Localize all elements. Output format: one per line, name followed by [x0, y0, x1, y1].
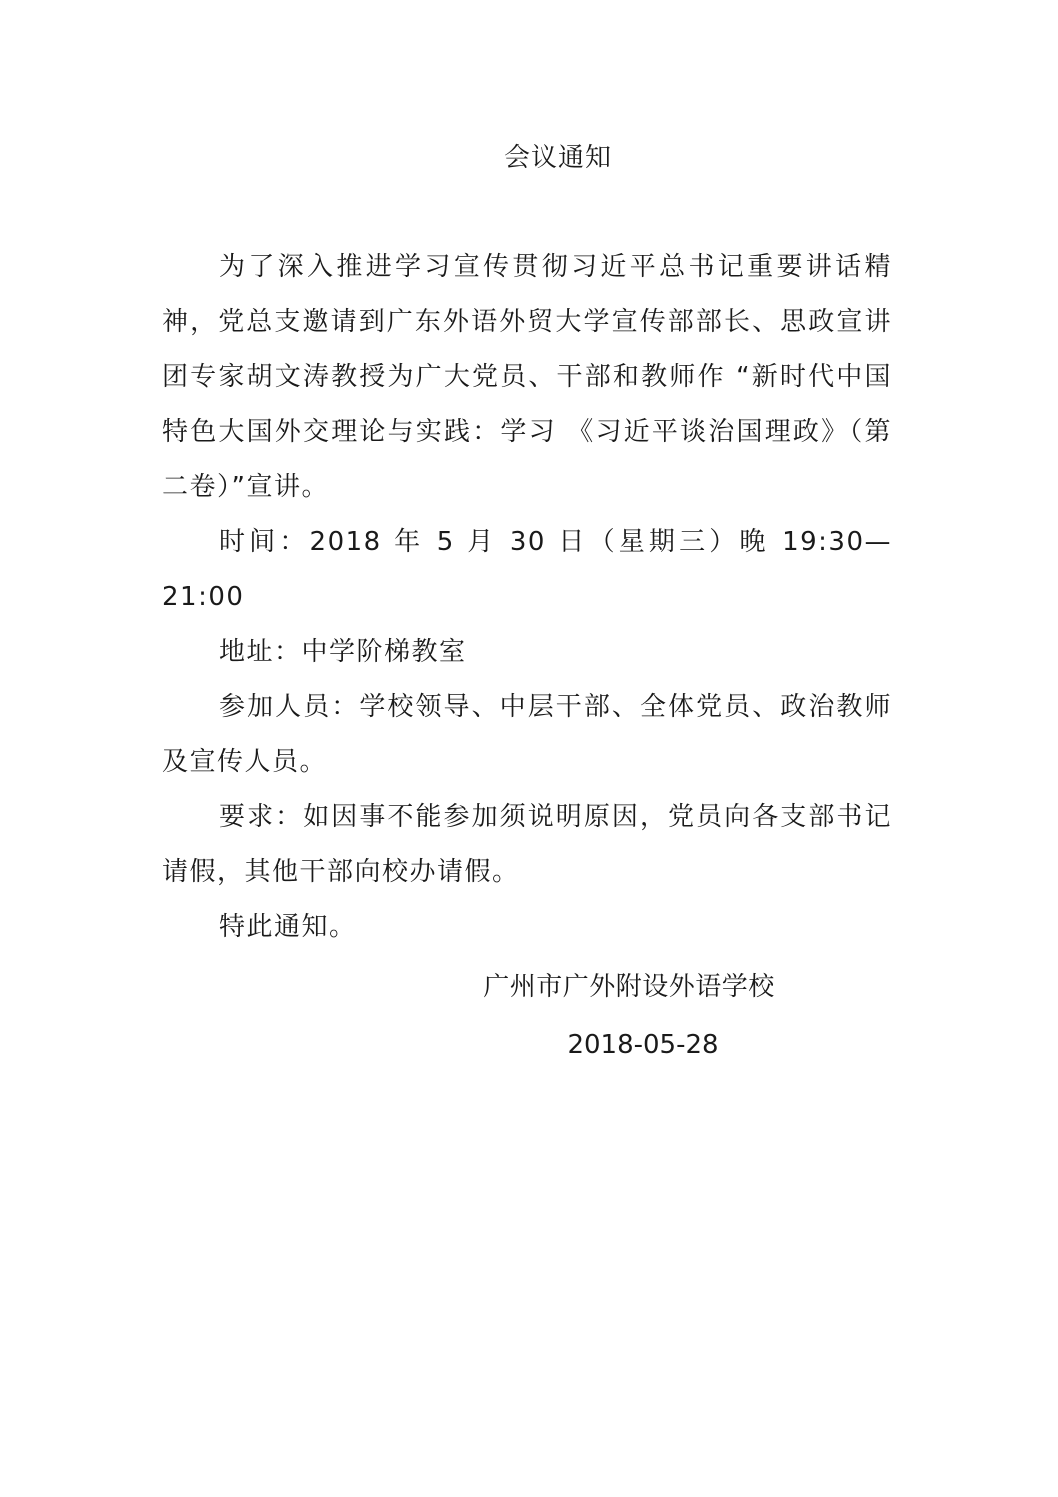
document-title: 会议通知	[503, 143, 612, 173]
signature-date: 2018-05-28	[567, 1030, 719, 1060]
closing-paragraph: 特此通知。	[219, 912, 357, 942]
signature-block	[400, 958, 830, 1074]
time-paragraph: 时间：2018 年 5 月 30 日（星期三）晚 19:30—21:00	[162, 527, 892, 612]
document-body	[162, 240, 892, 955]
location-paragraph: 地址：中学阶梯教室	[219, 637, 467, 667]
signature-organization: 广州市广外附设外语学校	[483, 972, 775, 1002]
attendees-paragraph: 参加人员：学校领导、中层干部、全体党员、政治教师及宣传人员。	[162, 692, 892, 777]
requirements-paragraph: 要求：如因事不能参加须说明原因，党员向各支部书记请假，其他干部向校办请假。	[162, 802, 892, 887]
intro-paragraph: 为了深入推进学习宣传贯彻习近平总书记重要讲话精神，党总支邀请到广东外语外贸大学宣传部部长、思政宣讲团专家胡文涛教授为广大党员、干部和教师作 “新时代中国特色大国外交理论与实践：学习 《习近平谈治国理政》（第二卷）”宣讲。	[162, 252, 892, 502]
